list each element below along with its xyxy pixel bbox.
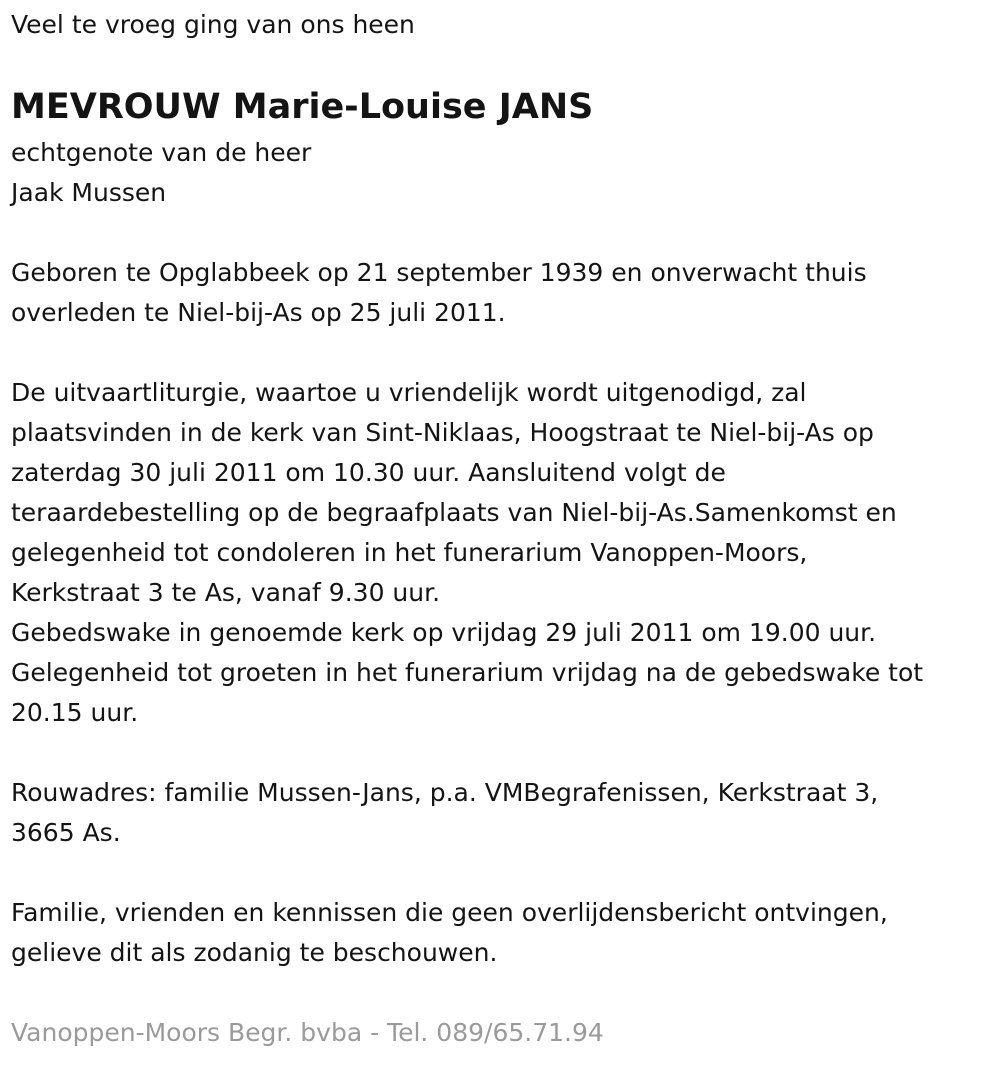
- address-line-1: Rouwadres: familie Mussen-Jans, p.a. VMBegrafenissen, Kerkstraat 3,: [11, 778, 879, 807]
- intro-line: Veel te vroeg ging van ons heen: [11, 10, 415, 39]
- funeral-line-9: 20.15 uur.: [11, 698, 139, 727]
- footer-contact: Vanoppen-Moors Begr. bvba - Tel. 089/65.71.94: [11, 1018, 604, 1047]
- funeral-line-3: zaterdag 30 juli 2011 om 10.30 uur. Aansluitend volgt de: [11, 458, 726, 487]
- birth-death-line-1: Geboren te Opglabbeek op 21 september 1939 en onverwacht thuis: [11, 258, 867, 287]
- funeral-line-7: Gebedswake in genoemde kerk op vrijdag 29 juli 2011 om 19.00 uur.: [11, 618, 877, 647]
- funeral-line-1: De uitvaartliturgie, waartoe u vriendelijk wordt uitgenodigd, zal: [11, 378, 807, 407]
- funeral-line-6: Kerkstraat 3 te As, vanaf 9.30 uur.: [11, 578, 441, 607]
- spouse-line-1: echtgenote van de heer: [11, 138, 312, 167]
- funeral-line-4: teraardebestelling op de begraafplaats van Niel-bij-As.Samenkomst en: [11, 498, 897, 527]
- deceased-name: MEVROUW Marie-Louise JANS: [11, 87, 594, 127]
- notice-line-2: gelieve dit als zodanig te beschouwen.: [11, 938, 498, 967]
- spouse-line-2: Jaak Mussen: [11, 178, 167, 207]
- funeral-line-2: plaatsvinden in de kerk van Sint-Niklaas, Hoogstraat te Niel-bij-As op: [11, 418, 874, 447]
- address-line-2: 3665 As.: [11, 818, 121, 847]
- funeral-line-8: Gelegenheid tot groeten in het funerarium vrijdag na de gebedswake tot: [11, 658, 924, 687]
- notice-line-1: Familie, vrienden en kennissen die geen overlijdensbericht ontvingen,: [11, 898, 888, 927]
- funeral-line-5: gelegenheid tot condoleren in het funerarium Vanoppen-Moors,: [11, 538, 808, 567]
- birth-death-line-2: overleden te Niel-bij-As op 25 juli 2011.: [11, 298, 506, 327]
